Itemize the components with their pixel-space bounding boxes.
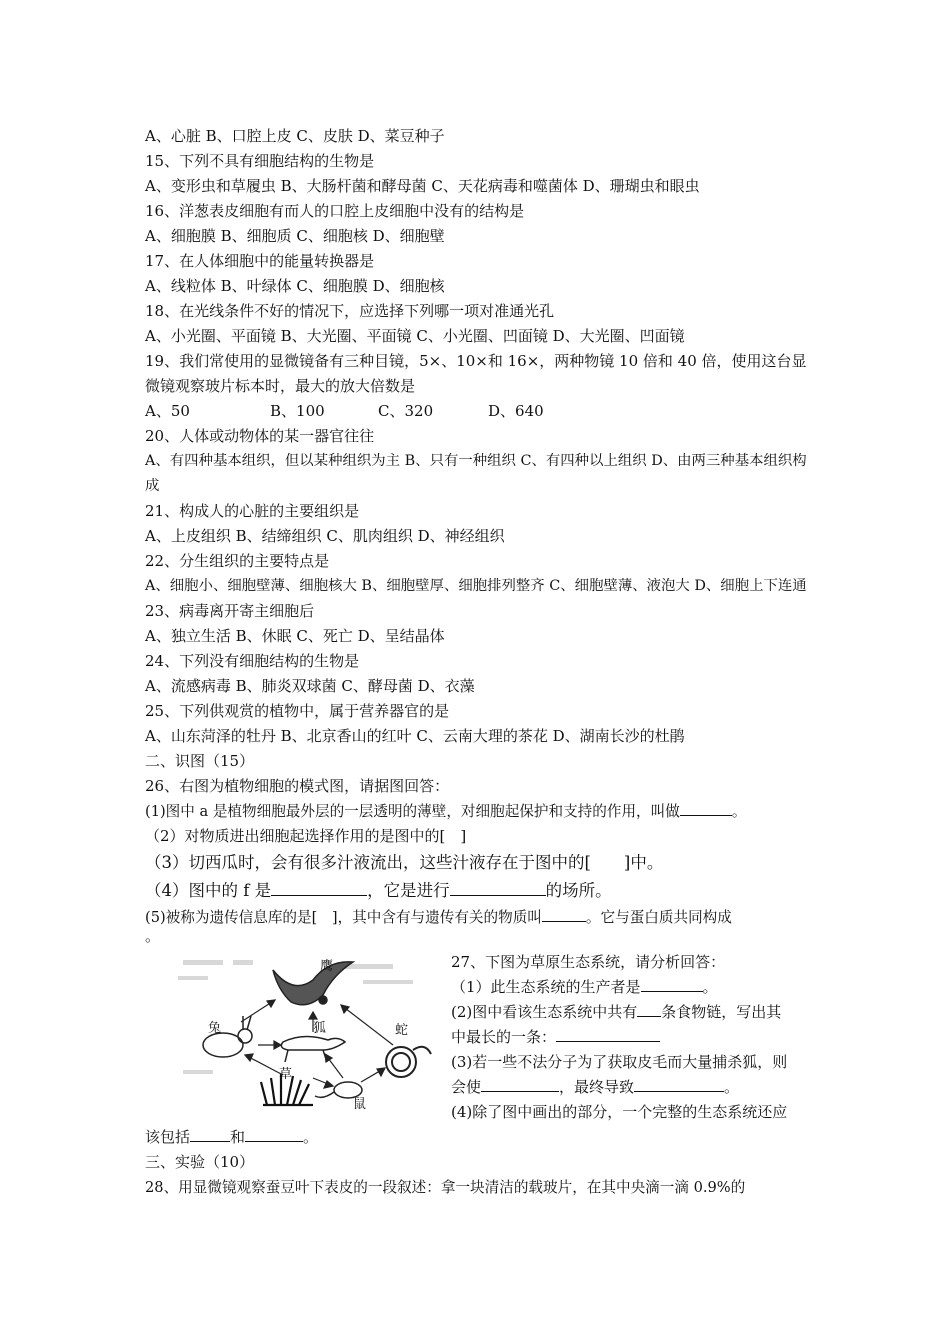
q20-stem: 20、人体或动物体的某一器官往往: [145, 427, 375, 445]
q27-part-4: (4)除了图中画出的部分，一个完整的生态系统还应: [451, 1103, 788, 1121]
q27-part-2-cont: [451, 1025, 813, 1050]
q18-options: A、小光圈、平面镜 B、大光圈、平面镜 C、小光圈、凹面镜 D、大光圈、凹面镜: [145, 327, 685, 345]
q27-part-3-text-c: ，最终导致: [559, 1078, 635, 1096]
section-3-heading: 三、实验（10）: [145, 1153, 255, 1171]
label-rabbit: 兔: [208, 1021, 222, 1036]
q26-part-1-end: 。: [731, 803, 747, 820]
label-eagle: 鹰: [320, 959, 334, 974]
q27-part-2-blank-2[interactable]: [556, 1025, 660, 1042]
q27-part-3-text-b: 会使: [451, 1078, 482, 1096]
q27-text: [445, 950, 813, 1125]
q27-part-3-end: 。: [724, 1078, 740, 1096]
q26-part-2: （2）对物质进出细胞起选择作用的是图中的[ ]: [145, 827, 467, 845]
section-2-heading: 二、识图（15）: [145, 752, 255, 770]
q26-part-5: [145, 905, 813, 930]
q26-stem: 26、右图为植物细胞的模式图，请据图回答：: [145, 777, 450, 795]
q19-options: [145, 399, 813, 424]
q27-part-4-end: 。: [303, 1128, 319, 1146]
q27-block: [145, 950, 813, 1125]
q26-part-3: （3）切西瓜时，会有很多汁液流出，这些汁液存在于图中的[ ]中。: [145, 853, 664, 872]
food-web-drawing: [163, 950, 445, 1110]
q19-stem: 19、我们常使用的显微镜备有三种目镜，5×、10×和 16×，两种物镜 10 倍和 40 倍，使用这台显微镜观察玻片标本时，最大的放大倍数是: [145, 352, 807, 395]
q27-stem: 27、下图为草原生态系统，请分析回答：: [451, 953, 726, 971]
q27-part-2-text-c: 中最长的一条：: [451, 1028, 557, 1046]
label-grass: 草: [279, 1067, 293, 1082]
q26-part-4-text-b: ，它是进行: [367, 881, 450, 900]
q14-options: A、心脏 B、口腔上皮 C、皮肤 D、菜豆种子: [145, 127, 445, 145]
q26-part-5-text-a: (5)被称为遗传信息库的是[ ]，其中含有与遗传有关的物质叫: [145, 909, 542, 926]
q27-part-2: [451, 1000, 813, 1025]
q27-part-3-blank-2[interactable]: [634, 1075, 724, 1092]
q25-options: A、山东菏泽的牡丹 B、北京香山的红叶 C、云南大理的茶花 D、湖南长沙的杜鹃: [145, 727, 685, 745]
q26-part-4: [145, 877, 813, 905]
q15-stem: 15、下列不具有细胞结构的生物是: [145, 152, 375, 170]
q27-part-4-blank-2[interactable]: [245, 1125, 303, 1142]
q26-part-4-blank-1[interactable]: [271, 879, 367, 896]
q22-options: A、细胞小、细胞壁薄、细胞核大 B、细胞壁厚、细胞排列整齐 C、细胞壁薄、液泡大 D、细胞上下连通: [145, 578, 807, 594]
q26-part-1: [145, 799, 813, 824]
q27-part-4-blank-1[interactable]: [190, 1125, 230, 1142]
q19-option-b: B、100: [270, 402, 325, 420]
q26-part-1-text: (1)图中 a 是植物细胞最外层的一层透明的薄壁，对细胞起保护和支持的作用，叫做: [145, 803, 680, 820]
q23-options: A、独立生活 B、休眠 C、死亡 D、呈结晶体: [145, 627, 445, 645]
label-mouse: 鼠: [353, 1097, 367, 1110]
q26-part-4-blank-2[interactable]: [450, 879, 546, 896]
q26-part-1-blank[interactable]: [680, 799, 732, 816]
q19-option-d: D、640: [488, 402, 544, 420]
q25-stem: 25、下列供观赏的植物中，属于营养器官的是: [145, 702, 450, 720]
q17-options: A、线粒体 B、叶绿体 C、细胞膜 D、细胞核: [145, 277, 445, 295]
q27-part-3-cont: [451, 1075, 813, 1100]
q27-part-3-blank-1[interactable]: [481, 1075, 559, 1092]
q20-options: A、有四种基本组织，但以某种组织为主 B、只有一种组织 C、有四种以上组织 D、由两三种基本组织构成: [145, 453, 807, 494]
q26-part-5-blank[interactable]: [542, 905, 586, 922]
q22-stem: 22、分生组织的主要特点是: [145, 552, 330, 570]
q27-part-4-cont: [145, 1125, 813, 1150]
q27-part-2-text-a: (2)图中看该生态系统中共有: [451, 1003, 638, 1021]
q24-options: A、流感病毒 B、肺炎双球菌 C、酵母菌 D、衣藻: [145, 677, 475, 695]
q15-options: A、变形虫和草履虫 B、大肠杆菌和酵母菌 C、天花病毒和噬菌体 D、珊瑚虫和眼虫: [145, 177, 700, 195]
q26-part-5-text-b: 。它与蛋白质共同构成: [585, 909, 732, 926]
q16-stem: 16、洋葱表皮细胞有而人的口腔上皮细胞中没有的结构是: [145, 202, 525, 220]
q26-part-4-text-c: 的场所。: [545, 881, 612, 900]
food-web-figure: [163, 950, 445, 1110]
q27-part-4-text-b: 该包括: [145, 1128, 191, 1146]
q27-part-4-text-c: 和: [230, 1128, 246, 1146]
q19-option-a: A、50: [145, 402, 190, 420]
q26-part-5-cont: 。: [145, 927, 161, 945]
q24-stem: 24、下列没有细胞结构的生物是: [145, 652, 360, 670]
document-page: [145, 124, 813, 1200]
q27-part-2-blank-1[interactable]: [637, 1000, 661, 1017]
q27-part-2-text-b: 条食物链，写出其: [661, 1003, 782, 1021]
q21-options: A、上皮组织 B、结缔组织 C、肌肉组织 D、神经组织: [145, 527, 505, 545]
q27-part-1-blank[interactable]: [641, 975, 703, 992]
q16-options: A、细胞膜 B、细胞质 C、细胞核 D、细胞壁: [145, 227, 445, 245]
q27-part-3: (3)若一些不法分子为了获取皮毛而大量捕杀狐，则: [451, 1053, 788, 1071]
label-fox: 狐: [313, 1021, 327, 1036]
q23-stem: 23、病毒离开寄主细胞后: [145, 602, 315, 620]
q28-stem: 28、用显微镜观察蚕豆叶下表皮的一段叙述：拿一块清洁的载玻片，在其中央滴一滴 0.9%的: [145, 1179, 746, 1196]
q21-stem: 21、构成人的心脏的主要组织是: [145, 502, 360, 520]
q27-part-1-text: （1）此生态系统的生产者是: [451, 978, 641, 996]
label-snake: 蛇: [395, 1023, 409, 1038]
q17-stem: 17、在人体细胞中的能量转换器是: [145, 252, 375, 270]
q26-part-4-text-a: （4）图中的 f 是: [145, 881, 272, 900]
q27-part-1: [451, 975, 813, 1000]
q27-part-1-end: 。: [702, 978, 718, 996]
q19-option-c: C、320: [378, 402, 434, 420]
q18-stem: 18、在光线条件不好的情况下，应选择下列哪一项对准通光孔: [145, 302, 555, 320]
